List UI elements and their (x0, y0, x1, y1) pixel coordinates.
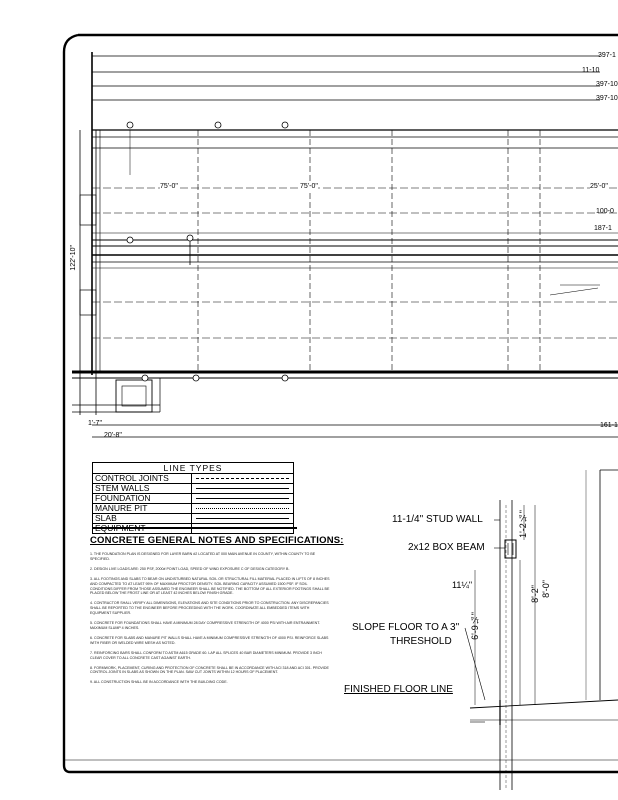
label-slope-floor: SLOPE FLOOR TO A 3" (352, 622, 460, 633)
plan-dim-m1: 75'-0" (160, 183, 178, 190)
plan-dim-b1: 161-1 (600, 422, 618, 429)
line-type-row (93, 494, 293, 504)
label-threshold: THRESHOLD (390, 636, 452, 647)
line-type-swatch (192, 494, 293, 503)
plan-walls (72, 130, 618, 437)
notes-list (90, 552, 330, 690)
line-type-row (93, 514, 293, 524)
plan-dim-b3: 187-1 (594, 225, 612, 232)
line-types-heading: LINE TYPES (93, 463, 293, 474)
line-type-name: MANURE PIT (93, 504, 192, 513)
plan-gridlines (198, 130, 540, 372)
plan-dim-m3: 25'-0" (590, 183, 608, 190)
note-item: 6. CONCRETE FOR SLABS AND MANURE PIT WALLS SHALL HAVE A MINIMUM COMPRESSIVE STRENGTH OF 4000 PSI. REINFORCE SLABS WITH FIBER OR WELDED WIRE MESH AS NOTED. (90, 635, 329, 645)
label-finished-floor: FINISHED FLOOR LINE (344, 684, 453, 695)
line-type-row (93, 504, 293, 514)
legend-underline (92, 527, 297, 529)
note-item: 1. THE FOUNDATION PLAN IS DESIGNED FOR LAYER BARN #2 LOCATED AT 000 MAIN AVENUE IN COUNTY, WITHIN COUNTY TO BE SPECIFIED. (90, 552, 316, 561)
line-type-swatch (192, 514, 293, 523)
line-type-name: STEM WALLS (93, 484, 192, 493)
plan-dim-m2: 75'-0" (300, 183, 318, 190)
plan-dim-r4: 397-10 (596, 95, 618, 102)
note-item: 5. CONCRETE FOR FOUNDATIONS SHALL HAVE A MINIMUM 28 DAY COMPRESSIVE STRENGTH OF 4000 PSI WITH AIR ENTRAINMENT. MAXIMUM SLUMP 4 INCHES. (90, 621, 321, 630)
note-item: 3. ALL FOOTINGS AND SLABS TO BEAR ON UNDISTURBED NATURAL SOIL OR STRUCTURAL FILL MATERIAL PLACED IN LIFTS OF 8 INCHES AND COMPACTED TO AT LEAST 95% OF MAXIMUM PROCTOR DENSITY. SOIL BEARING CAPACITY ASSUMED 1500 PSF. IF SOIL CONDITIONS DIFFER FROM THOSE ASSUMED THE ENGINEER SHALL BE NOTIFIED. THE BOTTOM OF ALL EXTERIOR FOOTINGS SHALL BE PLACED BELOW THE FROST LINE OR AT LEAST 42 INCHES BELOW FINISH GRADE. (90, 576, 330, 596)
plan-leader (550, 285, 600, 295)
line-types-legend (92, 462, 294, 534)
section-dim-5: 8'-0" (541, 580, 551, 598)
notes-heading: CONCRETE GENERAL NOTES AND SPECIFICATIONS: (90, 535, 344, 546)
line-type-row (93, 484, 293, 494)
line-type-name: FOUNDATION (93, 494, 192, 503)
plan-dim-r3: 397-10 (596, 81, 618, 88)
line-type-swatch (192, 474, 293, 483)
section-markers (127, 122, 288, 381)
wall-section-detail (465, 470, 618, 790)
note-item: 7. REINFORCING BARS SHALL CONFORM TO ASTM A615 GRADE 60. LAP ALL SPLICES 40 BAR DIAMETERS MINIMUM. PROVIDE 3 INCH CLEAR COVER TO ALL CONCRETE CAST AGAINST EARTH. (90, 650, 322, 660)
plan-dim-b2: 100-0 (596, 208, 614, 215)
top-dimension-lines (92, 52, 600, 375)
plan-dim-b4: 1'-7" (88, 420, 102, 427)
line-type-name: SLAB (93, 514, 192, 523)
note-item: 8. FORMWORK, PLACEMENT, CURING AND PROTECTION OF CONCRETE SHALL BE IN ACCORDANCE WITH ACI 318 AND ACI 301. PROVIDE CONTROL JOINTS IN SLABS AS SHOWN ON THE PLAN. SAW CUT JOINTS WITHIN 12 HOURS OF PLACEMENT. (90, 665, 329, 675)
line-type-name: CONTROL JOINTS (93, 474, 192, 483)
note-item: 9. ALL CONSTRUCTION SHALL BE IN ACCORDANCE WITH THE BUILDING CODE. (90, 680, 228, 685)
label-stud-wall: 11-1/4" STUD WALL (392, 514, 483, 525)
note-item: 2. DESIGN LIVE LOADS ARE: 250 PSF, 2000# POINT LOAD, SPEED OF WIND EXPOSURE C OF DESIGN CATEGORY B. (90, 566, 290, 571)
line-type-row (93, 474, 293, 484)
line-type-swatch (192, 504, 293, 513)
section-dim-2: 11¼" (452, 580, 473, 590)
label-box-beam: 2x12 BOX BEAM (408, 542, 485, 553)
plan-dim-r2: 11-10 (582, 67, 600, 74)
plan-dim-left: 122'-10" (70, 245, 77, 271)
plan-dim-b5: 20'-8" (104, 432, 122, 439)
line-type-name: EQUIPMENT (93, 524, 192, 533)
plan-dim-r1: 397-1 (598, 52, 616, 59)
line-type-swatch (192, 484, 293, 493)
section-dim-1: 1'-2¼" (518, 510, 528, 538)
note-item: 4. CONTRACTOR SHALL VERIFY ALL DIMENSIONS, ELEVATIONS AND SITE CONDITIONS PRIOR TO CONSTRUCTION. ANY DISCREPANCIES SHALL BE REPORTED TO THE ENGINEER BEFORE PROCEEDING WITH THE WORK. COORDINATE ALL EMBEDDED ITEMS WITH EQUIPMENT SUPPLIER. (90, 601, 329, 616)
section-dim-3: 6'-9¼" (470, 612, 480, 640)
section-dim-4: 8'-2" (530, 585, 540, 603)
